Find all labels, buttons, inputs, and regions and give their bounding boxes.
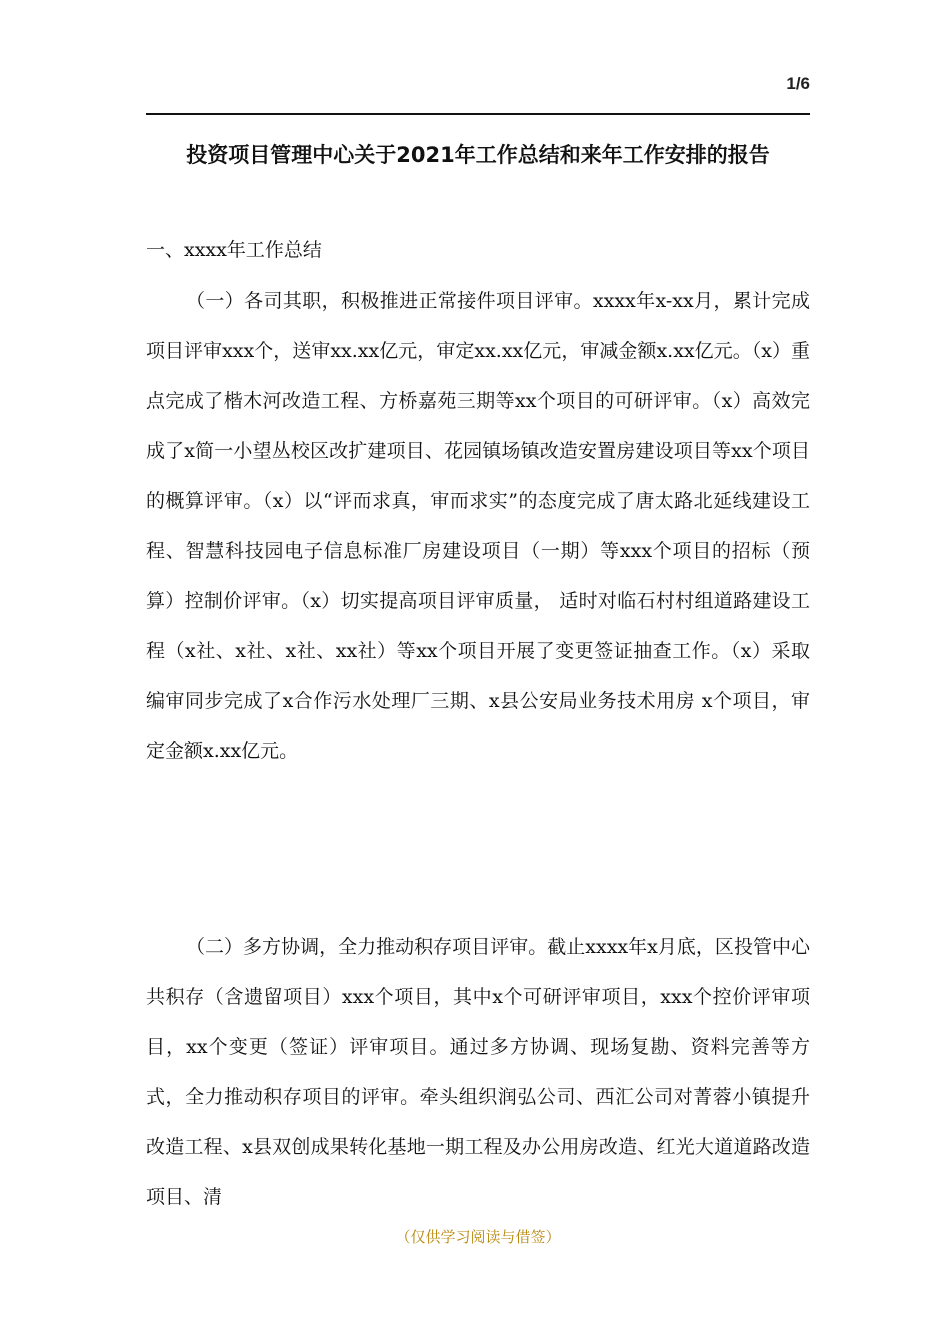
document-title: 投资项目管理中心关于2021年工作总结和来年工作安排的报告	[186, 143, 770, 167]
header-rule	[146, 113, 810, 115]
page-number: 1/6	[786, 74, 810, 93]
paragraph-1: （一）各司其职，积极推进正常接件项目评审。xxxx年x-xx月，累计完成项目评审xxx个，送审xx.xx亿元，审定xx.xx亿元，审减金额x.xx亿元。（x）重点完成了楷木河改造工程、方桥嘉苑三期等xx个项目的可研评审。（x）高效完成了x简一小望丛校区改扩建项目、花园镇场镇改造安置房建设项目等xx个项目的概算评审。（x）以“评而求真，审而求实”的态度完成了唐太路北延线建设工程、智慧科技园电子信息标准厂房建设项目（一期）等xxx个项目的招标（预算）控制价评审。（x）切实提高项目评审质量， 适时对临石村村组道路建设工程（x社、x社、x社、xx社）等xx个项目开展了变更签证抽查工作。（x）采取编审同步完成了x合作污水处理厂三期、x县公安局业务技术用房 x个项目，审定金额x.xx亿元。	[146, 290, 810, 762]
section-heading: 一、xxxx年工作总结	[146, 239, 322, 261]
footer-note: （仅供学习阅读与借签）	[395, 1228, 561, 1246]
paragraph-2: （二）多方协调，全力推动积存项目评审。截止xxxx年x月底，区投管中心共积存（含遗留项目）xxx个项目，其中x个可研评审项目，xxx个控价评审项目，xx个变更（签证）评审项目。通过多方协调、现场复勘、资料完善等方式，全力推动积存项目的评审。牵头组织润弘公司、西汇公司对菁蓉小镇提升改造工程、x县双创成果转化基地一期工程及办公用房改造、红光大道道路改造项目、清	[146, 936, 810, 1208]
